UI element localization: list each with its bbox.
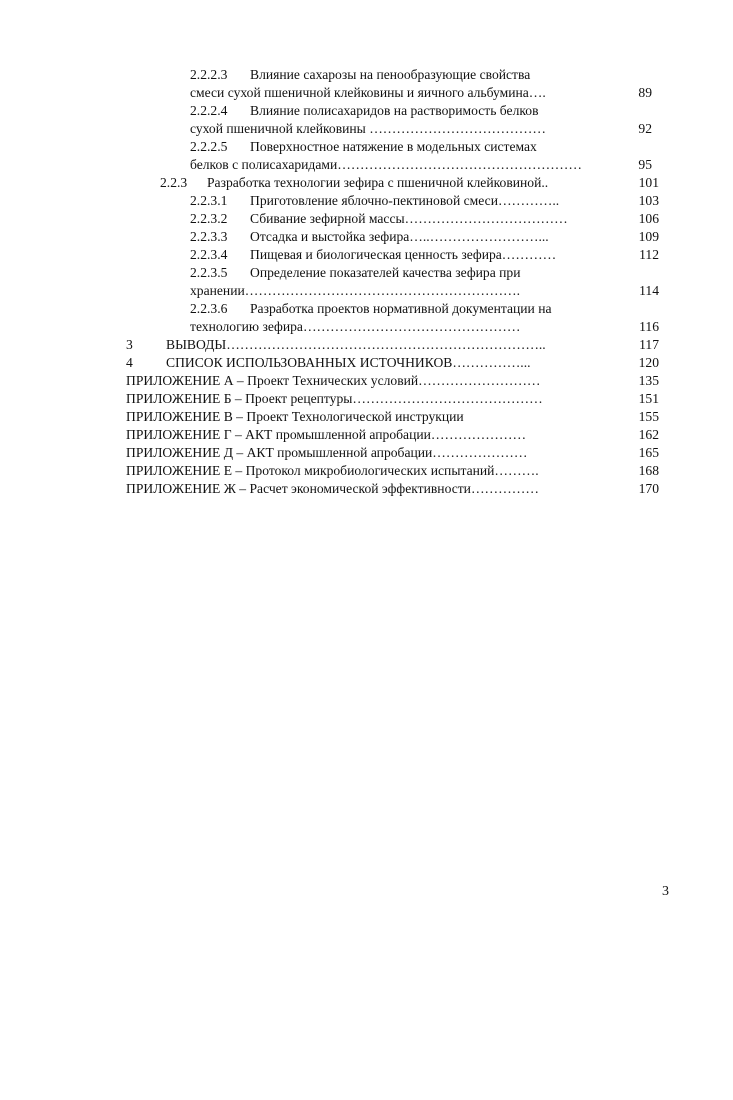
toc-page-number: 117 — [639, 337, 659, 352]
toc-number: 2.2.2.3 — [190, 67, 228, 82]
toc-entry-text: ПРИЛОЖЕНИЕ Е – Протокол микробиологических испытаний………. — [126, 463, 539, 478]
toc-page-number: 89 — [638, 85, 652, 100]
toc-entry-text: Влияние сахарозы на пенообразующие свойства — [250, 67, 531, 82]
toc-page-number: 106 — [638, 211, 659, 226]
toc-entry-text: ПРИЛОЖЕНИЕ Д – АКТ промышленной апробации………………… — [126, 445, 528, 460]
toc-entry-text: ПРИЛОЖЕНИЕ Г – АКТ промышленной апробации………………… — [126, 427, 527, 442]
toc-number: 2.2.3.5 — [190, 265, 228, 280]
toc-page-number: 92 — [638, 121, 652, 136]
toc-entry-text: смеси сухой пшеничной клейковины и яичного альбумина…. — [190, 85, 546, 100]
toc-entry-text: технологию зефира………………………………………… — [190, 319, 521, 334]
toc-page-number: 114 — [639, 283, 659, 298]
toc-page-number: 95 — [638, 157, 652, 172]
toc-number: 2.2.3 — [160, 175, 188, 190]
toc-entry-text: Определение показателей качества зефира при — [250, 265, 521, 280]
toc-page-number: 135 — [638, 373, 659, 388]
toc-number: 2.2.3.4 — [190, 247, 228, 262]
toc-number: 3 — [126, 337, 133, 352]
toc-page-number: 116 — [639, 319, 659, 334]
toc-entry-text: сухой пшеничной клейковины ………………………………… — [190, 121, 546, 136]
toc-entry-text: Влияние полисахаридов на растворимость белков — [250, 103, 539, 118]
toc-entry-text: Разработка технологии зефира с пшеничной клейковиной.. — [207, 175, 549, 190]
toc-entry-text: Разработка проектов нормативной документации на — [250, 301, 552, 316]
toc-entry-text: ПРИЛОЖЕНИЕ А – Проект Технических условий……………………… — [126, 373, 541, 388]
toc-page-number: 112 — [639, 247, 659, 262]
toc-entry-text: белков с полисахаридами……………………………………………… — [190, 157, 582, 172]
toc-page-number: 109 — [638, 229, 659, 244]
toc-entry-text: Сбивание зефирной массы……………………………… — [250, 211, 568, 226]
toc-entry-text: Поверхностное натяжение в модельных системах — [250, 139, 537, 154]
toc-page-number: 101 — [638, 175, 659, 190]
toc-number: 2.2.3.6 — [190, 301, 228, 316]
toc-number: 2.2.3.1 — [190, 193, 228, 208]
toc-entry-text: Пищевая и биологическая ценность зефира………… — [250, 247, 557, 262]
toc-entry-text: ПРИЛОЖЕНИЕ Б – Проект рецептуры…………………………………… — [126, 391, 543, 406]
toc-entry-text: ПРИЛОЖЕНИЕ Ж – Расчет экономической эффективности…………… — [126, 481, 539, 496]
toc-entry-text: хранении……………………………………………………. — [190, 283, 521, 298]
toc-page-number: 155 — [638, 409, 659, 424]
toc-number: 2.2.2.4 — [190, 103, 228, 118]
toc-entry-text: Отсадка и выстойка зефира…..……………………... — [250, 229, 549, 244]
page-number: 3 — [662, 884, 669, 899]
toc-page-number: 120 — [638, 355, 659, 370]
toc-number: 2.2.3.2 — [190, 211, 228, 226]
toc-entry-text: СПИСОК ИСПОЛЬЗОВАННЫХ ИСТОЧНИКОВ……………... — [166, 355, 531, 370]
toc-page-number: 170 — [638, 481, 659, 496]
toc-page-number: 151 — [638, 391, 659, 406]
toc-page-number: 165 — [638, 445, 659, 460]
toc-entry-text: ВЫВОДЫ…………………………………………………………….. — [166, 337, 546, 352]
toc-page-number: 168 — [638, 463, 659, 478]
toc-page-number: 162 — [638, 427, 659, 442]
toc-number: 4 — [126, 355, 133, 370]
toc-entry-text: ПРИЛОЖЕНИЕ В – Проект Технологической инструкции — [126, 409, 464, 424]
toc-page-number: 103 — [638, 193, 659, 208]
toc-entry-text: Приготовление яблочно-пектиновой смеси………….. — [250, 193, 560, 208]
toc-number: 2.2.2.5 — [190, 139, 228, 154]
toc-number: 2.2.3.3 — [190, 229, 228, 244]
